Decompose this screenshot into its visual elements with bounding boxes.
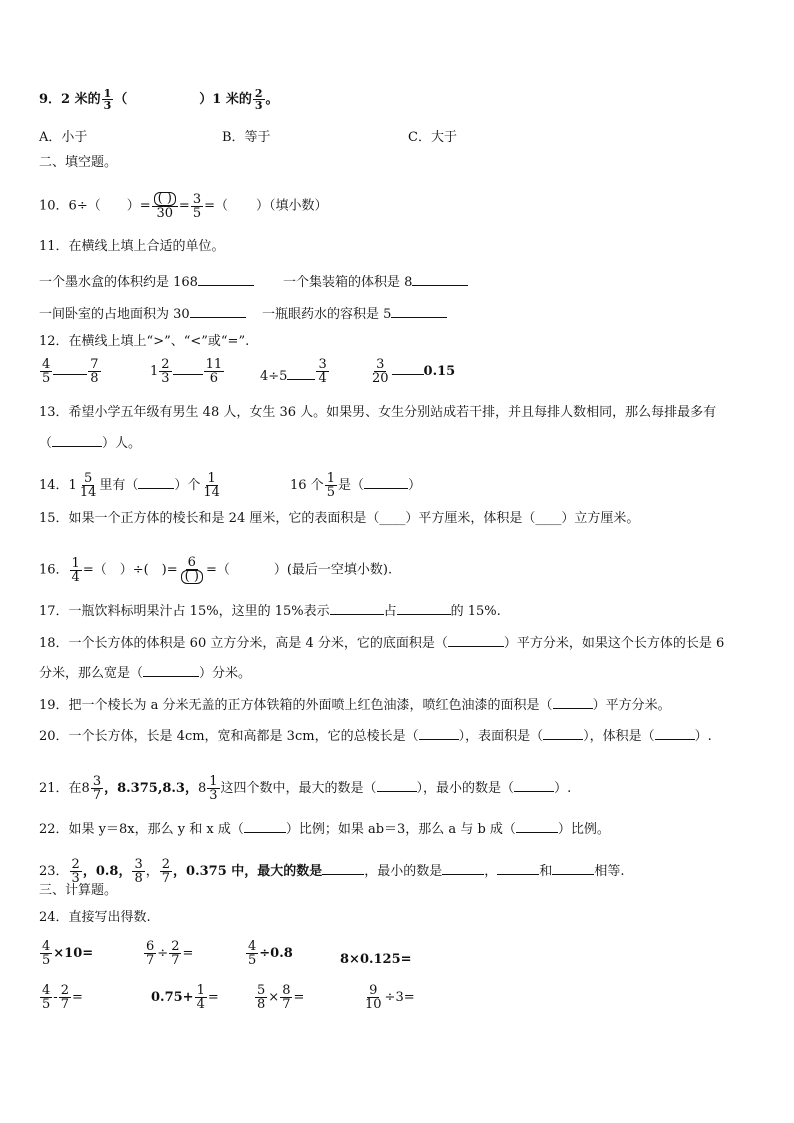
fraction-num: 2 bbox=[161, 357, 170, 372]
fraction-den: 3 bbox=[254, 99, 263, 112]
q11-text: 一间卧室的占地面积为 30 bbox=[39, 307, 190, 322]
q9-paren-open: （ bbox=[114, 92, 128, 107]
option-b[interactable]: B．等于 bbox=[222, 130, 271, 145]
fraction-den: 5 bbox=[42, 997, 51, 1012]
q14-text: 16 个 bbox=[290, 478, 324, 493]
q14-label: 14． bbox=[39, 478, 69, 493]
q12-expr: 4÷5 bbox=[260, 369, 288, 384]
answer-blank[interactable] bbox=[412, 285, 468, 286]
fraction-den: 5 bbox=[42, 953, 51, 968]
question-17 bbox=[39, 604, 501, 620]
fraction-num: 2 bbox=[71, 857, 80, 872]
q10-text: ）（填小数） bbox=[256, 198, 328, 214]
fraction-num: 1 bbox=[209, 774, 218, 789]
fraction-num: 4 bbox=[42, 939, 51, 954]
fraction-num: 3 bbox=[318, 357, 327, 372]
fraction-num: 3 bbox=[376, 357, 385, 372]
q11-line2a bbox=[39, 303, 246, 322]
fraction-num: 3 bbox=[134, 857, 143, 872]
fraction-den: 3 bbox=[209, 788, 218, 803]
fraction-den: 14 bbox=[79, 485, 97, 500]
q11-text: 一个墨水盒的体积约是 168 bbox=[39, 275, 198, 290]
q22-text: 22．如果 y＝8x，那么 y 和 x 成（ bbox=[39, 822, 244, 837]
fraction-num: 3 bbox=[192, 191, 202, 207]
question-24: 24．直接写出得数. bbox=[39, 910, 151, 925]
fraction-num: 4 bbox=[248, 939, 257, 954]
q21-text: ），最小的数是（ bbox=[416, 781, 515, 796]
fraction-den: 8 bbox=[134, 871, 143, 886]
fraction-num: 4 bbox=[42, 357, 51, 372]
calc-r2-c bbox=[254, 984, 304, 1011]
q21-text: 21．在 bbox=[39, 781, 82, 796]
answer-blank[interactable] bbox=[392, 374, 424, 375]
fraction-den: 10 bbox=[365, 997, 382, 1012]
question-22 bbox=[39, 822, 610, 838]
answer-blank[interactable] bbox=[516, 832, 558, 833]
q10-text: ）= bbox=[126, 198, 151, 214]
equals: = bbox=[207, 990, 219, 1005]
mixed-whole: 8 bbox=[197, 780, 207, 796]
fraction-den: 7 bbox=[282, 997, 291, 1012]
fraction-den: 5 bbox=[42, 371, 51, 386]
q23-text: 和 bbox=[539, 864, 553, 879]
q9-text: 9．2 米的 bbox=[39, 92, 101, 107]
section-calculation: 三、计算题。 bbox=[39, 883, 118, 898]
q12-item-d bbox=[369, 358, 455, 385]
section-fill-blank: 二、填空题。 bbox=[39, 155, 118, 170]
q11-line1a bbox=[39, 271, 254, 290]
question-18-line2 bbox=[39, 666, 251, 682]
q22-text: ）比例；如果 ab＝3，那么 a 与 b 成（ bbox=[285, 822, 516, 837]
q20-text: ），体积是（ bbox=[583, 729, 655, 744]
q23-text: ，0.375 中，最大的数是 bbox=[173, 864, 323, 879]
q14-text: ）个 bbox=[174, 478, 201, 493]
fraction-den: 8 bbox=[90, 371, 99, 386]
question-11: 11．在横线上填上合适的单位。 bbox=[39, 239, 225, 254]
question-20 bbox=[39, 729, 712, 745]
answer-blank[interactable] bbox=[397, 614, 451, 615]
answer-blank[interactable] bbox=[543, 739, 583, 740]
fraction-den: 5 bbox=[192, 205, 202, 221]
equals: = bbox=[71, 990, 83, 1005]
fraction-num: 2 bbox=[60, 983, 69, 998]
answer-blank[interactable] bbox=[655, 739, 695, 740]
question-14b bbox=[290, 472, 421, 499]
q10-text: 10．6÷（ bbox=[39, 198, 101, 214]
fraction-num: 2 bbox=[171, 939, 180, 954]
fraction-num: 1 bbox=[196, 983, 205, 998]
answer-blank[interactable] bbox=[377, 791, 417, 792]
q20-text: 20．一个长方体，长是 4cm，宽和高都是 3cm，它的总棱长是（ bbox=[39, 729, 419, 744]
calc-r1-c bbox=[245, 940, 293, 967]
q11-text: 一瓶眼药水的容积是 5 bbox=[262, 307, 392, 322]
fraction-den: 3 bbox=[103, 99, 112, 112]
answer-blank[interactable] bbox=[198, 285, 254, 286]
question-23 bbox=[39, 858, 624, 885]
question-12: 12．在横线上填上“>”、“<”或“=”. bbox=[39, 334, 250, 349]
q16-label: 16． bbox=[39, 562, 69, 578]
fraction-den: 7 bbox=[171, 953, 180, 968]
q23-text: ， bbox=[145, 864, 159, 879]
answer-blank[interactable] bbox=[497, 874, 539, 875]
answer-blank[interactable] bbox=[391, 317, 447, 318]
fraction-den: 7 bbox=[161, 871, 171, 886]
calc-expr: ×10= bbox=[53, 946, 94, 961]
mixed-whole: 8 bbox=[81, 780, 90, 796]
fraction-num: 2 bbox=[254, 87, 263, 100]
question-13-line2 bbox=[39, 436, 141, 452]
operator: × bbox=[268, 990, 280, 1005]
fraction-den: 4 bbox=[318, 371, 327, 386]
fraction-den: 5 bbox=[326, 485, 335, 500]
q14-text: 是（ bbox=[337, 478, 364, 493]
option-a[interactable]: A．小于 bbox=[39, 130, 88, 145]
fraction-den: 6 bbox=[209, 371, 218, 386]
question-19 bbox=[39, 698, 671, 714]
question-15: 15．如果一个正方体的棱长和是 24 厘米，它的表面积是（____）平方厘米，体积是（____）立方厘米。 bbox=[39, 511, 640, 526]
calc-expr: ÷3= bbox=[384, 990, 415, 1005]
q16-text: ）(最后一空填小数). bbox=[273, 562, 393, 578]
answer-blank[interactable] bbox=[552, 874, 594, 875]
question-13: 13．希望小学五年级有男生 48 人，女生 36 人。如果男、女生分别站成若干排，并且每排人数相同，那么每排最多有 bbox=[39, 405, 717, 420]
fraction-num: 7 bbox=[90, 357, 99, 372]
fraction-den: 7 bbox=[146, 953, 155, 968]
fraction-den: 4 bbox=[71, 569, 80, 585]
paren-blank[interactable]: ( ) bbox=[154, 192, 176, 206]
mixed-whole: 1 bbox=[150, 364, 159, 379]
q18-text: ）平方分米，如果这个长方体的长是 6 bbox=[503, 636, 725, 651]
fraction-den: 3 bbox=[161, 371, 170, 386]
q9-text2: ）1 米的 bbox=[199, 92, 252, 107]
q13-text: ）人。 bbox=[102, 436, 142, 451]
q20-text: ），表面积是（ bbox=[458, 729, 544, 744]
equals: = bbox=[293, 990, 305, 1005]
paren-blank[interactable]: ( ) bbox=[181, 570, 203, 584]
q10-text: =（ bbox=[204, 198, 228, 214]
operator: ÷ bbox=[157, 946, 169, 961]
calc-r1-b bbox=[143, 940, 193, 967]
q17-text: 的 15%. bbox=[450, 604, 501, 619]
fraction-den: 30 bbox=[156, 206, 174, 221]
fraction-num: 8 bbox=[282, 983, 291, 998]
q12-item-a bbox=[39, 358, 102, 385]
fraction-num: 3 bbox=[92, 774, 102, 789]
calc-expr: 0.75+ bbox=[151, 990, 194, 1005]
answer-blank[interactable] bbox=[190, 317, 246, 318]
fraction-num: 4 bbox=[42, 983, 51, 998]
fraction-den: 5 bbox=[248, 953, 257, 968]
answer-blank[interactable] bbox=[244, 832, 286, 833]
q20-text: ）. bbox=[694, 729, 712, 744]
fraction-num: 9 bbox=[369, 983, 378, 998]
fraction-num: 1 bbox=[207, 471, 216, 486]
answer-blank[interactable] bbox=[364, 488, 408, 489]
question-16 bbox=[39, 556, 392, 584]
answer-blank[interactable] bbox=[138, 488, 174, 489]
answer-blank[interactable] bbox=[553, 708, 593, 709]
q23-text: ， bbox=[484, 864, 498, 879]
answer-blank[interactable] bbox=[53, 374, 87, 375]
fraction-den: 14 bbox=[203, 485, 220, 500]
calc-r1-a bbox=[39, 940, 93, 967]
q23-text: 相等. bbox=[594, 864, 625, 879]
q19-text: ）平方分米。 bbox=[592, 698, 671, 713]
calc-r2-d bbox=[362, 984, 415, 1011]
q18-text: 分米，那么宽是（ bbox=[39, 666, 144, 681]
q19-text: 19．把一个棱长为 a 分米无盖的正方体铁箱的外面喷上红色油漆，喷红色油漆的面积是（ bbox=[39, 698, 553, 713]
answer-blank[interactable] bbox=[287, 379, 315, 380]
fraction-num: 1 bbox=[71, 555, 80, 571]
q12-value: 0.15 bbox=[423, 364, 456, 379]
equals: = bbox=[182, 946, 194, 961]
q17-text: 占 bbox=[383, 604, 397, 619]
fraction-den: 3 bbox=[71, 871, 80, 886]
answer-blank[interactable] bbox=[330, 614, 384, 615]
q16-text: =（ bbox=[205, 562, 230, 578]
q21-text: ，8.375,8.3， bbox=[104, 781, 198, 796]
fraction-num: 6 bbox=[146, 939, 155, 954]
q18-text: ）分米。 bbox=[199, 666, 252, 681]
answer-blank[interactable] bbox=[448, 646, 504, 647]
equals: = bbox=[178, 198, 190, 214]
q23-label: 23． bbox=[39, 864, 69, 879]
calc-r1-d: 8×0.125= bbox=[340, 952, 412, 967]
q21-text: ）. bbox=[554, 781, 572, 796]
q21-text: 这四个数中，最大的数是（ bbox=[220, 781, 377, 796]
fraction-num: 5 bbox=[257, 983, 266, 998]
question-21 bbox=[39, 775, 571, 802]
fraction-num: 11 bbox=[205, 357, 223, 372]
fraction-num: 6 bbox=[187, 555, 196, 570]
question-9 bbox=[39, 88, 279, 111]
calc-expr: ÷0.8 bbox=[259, 946, 293, 961]
answer-blank[interactable] bbox=[322, 874, 364, 875]
q18-text: 18．一个长方体的体积是 60 立方分米，高是 4 分米，它的底面积是（ bbox=[39, 636, 448, 651]
mixed-whole: 1 bbox=[68, 477, 77, 493]
q23-text: ，最小的数是 bbox=[364, 864, 443, 879]
q14-text: 里有（ bbox=[99, 478, 139, 493]
answer-blank[interactable] bbox=[52, 446, 102, 447]
q11-line2b bbox=[262, 303, 447, 322]
q11-text: 一个集装箱的体积是 8 bbox=[283, 275, 413, 290]
calc-r2-b bbox=[151, 984, 219, 1011]
answer-blank[interactable] bbox=[514, 791, 554, 792]
q22-text: ）比例。 bbox=[557, 822, 610, 837]
q14-text: ） bbox=[407, 478, 421, 493]
question-14 bbox=[39, 472, 223, 499]
calc-r2-a bbox=[39, 984, 83, 1011]
q16-text: =（ ）÷( )= bbox=[82, 562, 178, 578]
q9-end: 。 bbox=[265, 92, 279, 107]
q12-item-c bbox=[260, 357, 330, 386]
q13-text: （ bbox=[39, 436, 53, 451]
q11-line1b bbox=[283, 271, 468, 290]
q12-item-b bbox=[150, 358, 225, 385]
answer-blank[interactable] bbox=[143, 676, 199, 677]
fraction-num: 1 bbox=[103, 87, 112, 100]
fraction-den: 7 bbox=[92, 788, 102, 803]
question-10 bbox=[39, 192, 328, 220]
fraction-num: 5 bbox=[83, 471, 93, 486]
option-c[interactable]: C．大于 bbox=[408, 130, 457, 145]
answer-blank[interactable] bbox=[419, 739, 459, 740]
q17-text: 17．一瓶饮料标明果汁占 15%，这里的 15%表示 bbox=[39, 604, 330, 619]
fraction-den: 8 bbox=[257, 997, 266, 1012]
fraction-num: 2 bbox=[161, 857, 171, 872]
fraction-den: 4 bbox=[196, 997, 205, 1012]
fraction-num: 1 bbox=[326, 471, 335, 486]
operator: - bbox=[53, 990, 58, 1005]
question-18 bbox=[39, 636, 724, 652]
fraction-den: 7 bbox=[60, 997, 69, 1012]
fraction-den: 20 bbox=[372, 371, 389, 386]
q23-text: ，0.8， bbox=[82, 864, 132, 879]
answer-blank[interactable] bbox=[442, 874, 484, 875]
answer-blank[interactable] bbox=[173, 374, 203, 375]
